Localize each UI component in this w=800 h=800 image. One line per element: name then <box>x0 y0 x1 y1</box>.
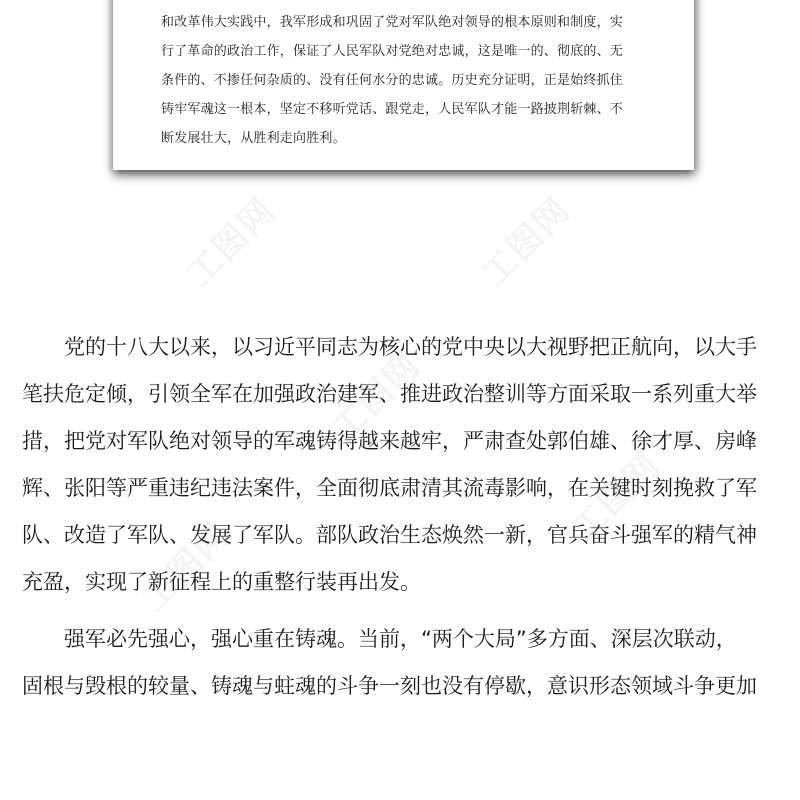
paragraph-line: 强军必先强心，强心重在铸魂。当前，“两个大局”多方面、深层次联动， <box>64 627 737 651</box>
card-line: 条件的、不掺任何杂质的、没有任何水分的忠诚。历史充分证明，正是始终抓住 <box>161 73 624 88</box>
watermark-logo: 工图网 <box>564 444 669 550</box>
watermark-logo: 工图网 <box>179 189 284 295</box>
paragraph-line: 党的十八大以来，以习近平同志为核心的党中央以大视野把正航向，以大手 <box>64 335 757 359</box>
paragraph-line: 充盈，实现了新征程上的重整行装再出发。 <box>22 570 421 594</box>
watermark-logo: 工图网 <box>324 344 429 450</box>
watermark-logo: 工图网 <box>474 189 579 295</box>
quote-card <box>113 0 694 170</box>
quote-card-text <box>161 8 661 153</box>
paragraph-line: 队、改造了军队、发展了军队。部队政治生态焕然一新，官兵奋斗强军的精气神 <box>22 523 757 547</box>
card-line: 铸牢军魂这一根本，坚定不移听党话、跟党走，人民军队才能一路披荆斩棘、不 <box>161 102 624 117</box>
card-line: 行了革命的政治工作，保证了人民军队对党绝对忠诚，这是唯一的、彻底的、无 <box>161 44 624 59</box>
article-body <box>22 324 782 710</box>
card-line: 断发展壮大，从胜利走向胜利。 <box>161 131 346 146</box>
card-line: 和改革伟大实践中，我军形成和巩固了党对军队绝对领导的根本原则和制度，实 <box>161 15 624 30</box>
paragraph-line: 辉、张阳等严重违纪违法案件，全面彻底肃清其流毒影响，在关键时刻挽救了军 <box>22 476 757 500</box>
paragraph-line: 笔扶危定倾，引领全军在加强政治建军、推进政治整训等方面采取一系列重大举 <box>22 382 757 406</box>
watermark-logo: 工图网 <box>134 514 239 620</box>
paragraph-2 <box>22 616 782 710</box>
paragraph-line: 措，把党对军队绝对领导的军魂铸得越来越牢，严肃查处郭伯雄、徐才厚、房峰 <box>22 429 757 453</box>
paragraph-1 <box>22 324 782 606</box>
paragraph-line: 固根与毁根的较量、铸魂与蛀魂的斗争一刻也没有停歇，意识形态领域斗争更加 <box>22 674 757 698</box>
